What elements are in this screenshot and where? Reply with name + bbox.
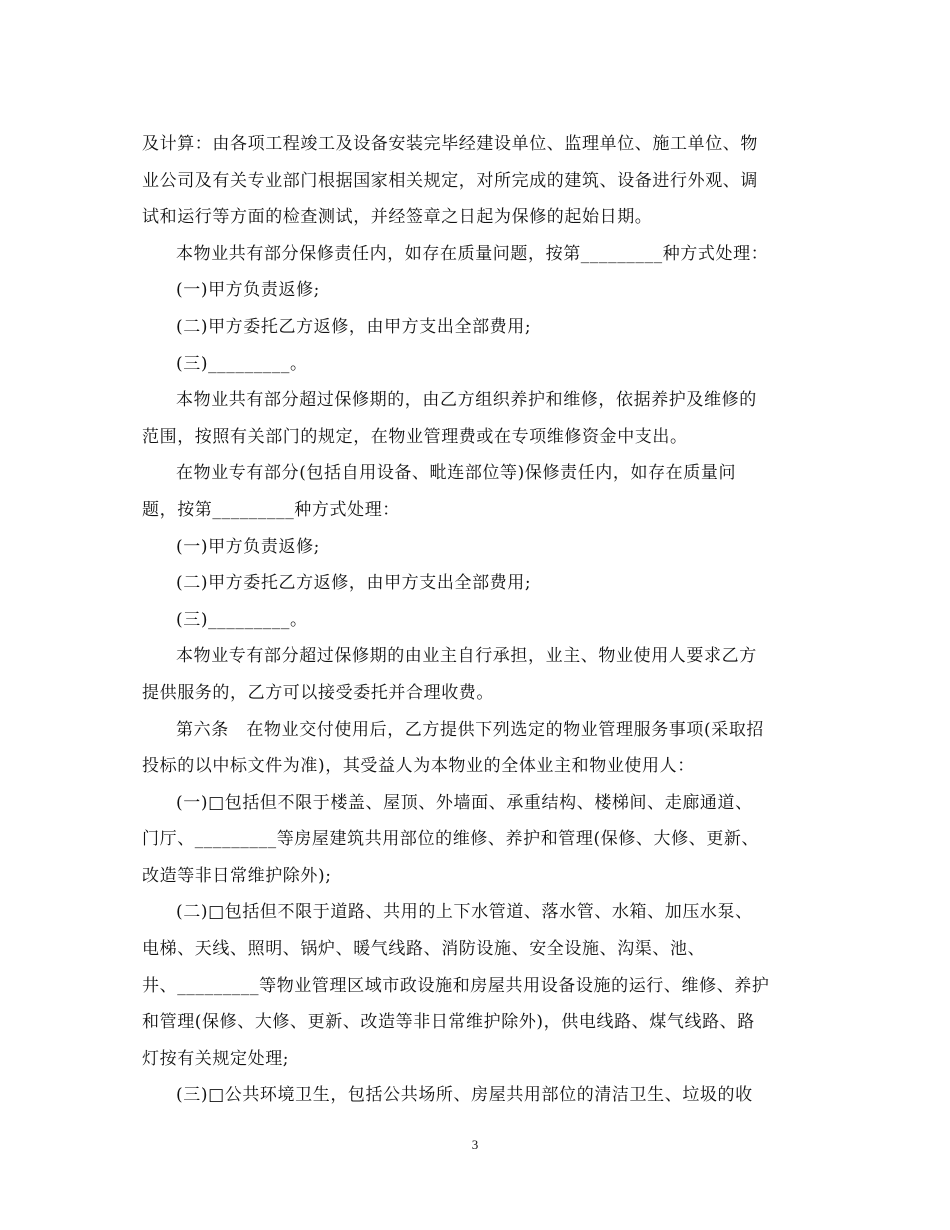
text-line: 投标的以中标文件为准)，其受益人为本物业的全体业主和物业使用人：: [142, 756, 695, 777]
text-line: 灯按有关规定处理;: [142, 1048, 290, 1069]
text-line: 在物业专有部分(包括自用设备、毗连部位等)保修责任内，如存在质量问: [176, 463, 737, 484]
text-line: 范围，按照有关部门的规定，在物业管理费或在专项维修资金中支出。: [142, 426, 688, 447]
text-line: 改造等非日常维护除外);: [142, 865, 332, 886]
text-line: (一)甲方负责返修;: [176, 536, 320, 557]
text-line: 和管理(保修、大修、更新、改造等非日常维护除外)，供电线路、煤气线路、路: [142, 1012, 755, 1033]
text-line: (三)_________。: [176, 609, 308, 630]
document-body: [142, 126, 812, 1114]
page-number: 3: [471, 1137, 479, 1152]
text-line: 电梯、天线、照明、锅炉、暖气线路、消防设施、安全设施、沟渠、池、: [142, 939, 706, 960]
text-line: (二)□包括但不限于道路、共用的上下水管道、落水管、水箱、加压水泵、: [176, 902, 753, 923]
text-line: (一)□包括但不限于楼盖、屋顶、外墙面、承重结构、楼梯间、走廊通道、: [176, 792, 753, 813]
text-line: 业公司及有关专业部门根据国家相关规定，对所完成的建筑、设备进行外观、调: [142, 170, 758, 191]
text-line: (三)□公共环境卫生，包括公共场所、房屋共用部位的清洁卫生、垃圾的收: [176, 1085, 753, 1106]
text-line: 本物业共有部分保修责任内，如存在质量问题，按第_________种方式处理：: [176, 243, 769, 264]
text-line: 本物业共有部分超过保修期的，由乙方组织养护和维修，依据养护及维修的: [176, 390, 757, 411]
text-line: 井、_________等物业管理区域市政设施和房屋共用设备设施的运行、维修、养护: [142, 975, 770, 996]
text-line: (二)甲方委托乙方返修，由甲方支出全部费用;: [176, 573, 532, 594]
text-line: 本物业专有部分超过保修期的由业主自行承担，业主、物业使用人要求乙方: [176, 646, 757, 667]
text-line: 第六条 在物业交付使用后，乙方提供下列选定的物业管理服务事项(采取招: [176, 719, 765, 740]
text-line: 试和运行等方面的检查测试，并经签章之日起为保修的起始日期。: [142, 207, 653, 228]
text-line: 题，按第_________种方式处理：: [142, 499, 400, 520]
text-line: 及计算：由各项工程竣工及设备安装完毕经建设单位、监理单位、施工单位、物: [142, 134, 758, 154]
text-line: (一)甲方负责返修;: [176, 280, 320, 301]
text-line: 门厅、_________等房屋建筑共用部位的维修、养护和管理(保修、大修、更新、: [142, 829, 760, 850]
text-line: 提供服务的，乙方可以接受委托并合理收费。: [142, 682, 494, 703]
text-line: (三)_________。: [176, 353, 308, 374]
text-line: (二)甲方委托乙方返修，由甲方支出全部费用;: [176, 316, 532, 337]
